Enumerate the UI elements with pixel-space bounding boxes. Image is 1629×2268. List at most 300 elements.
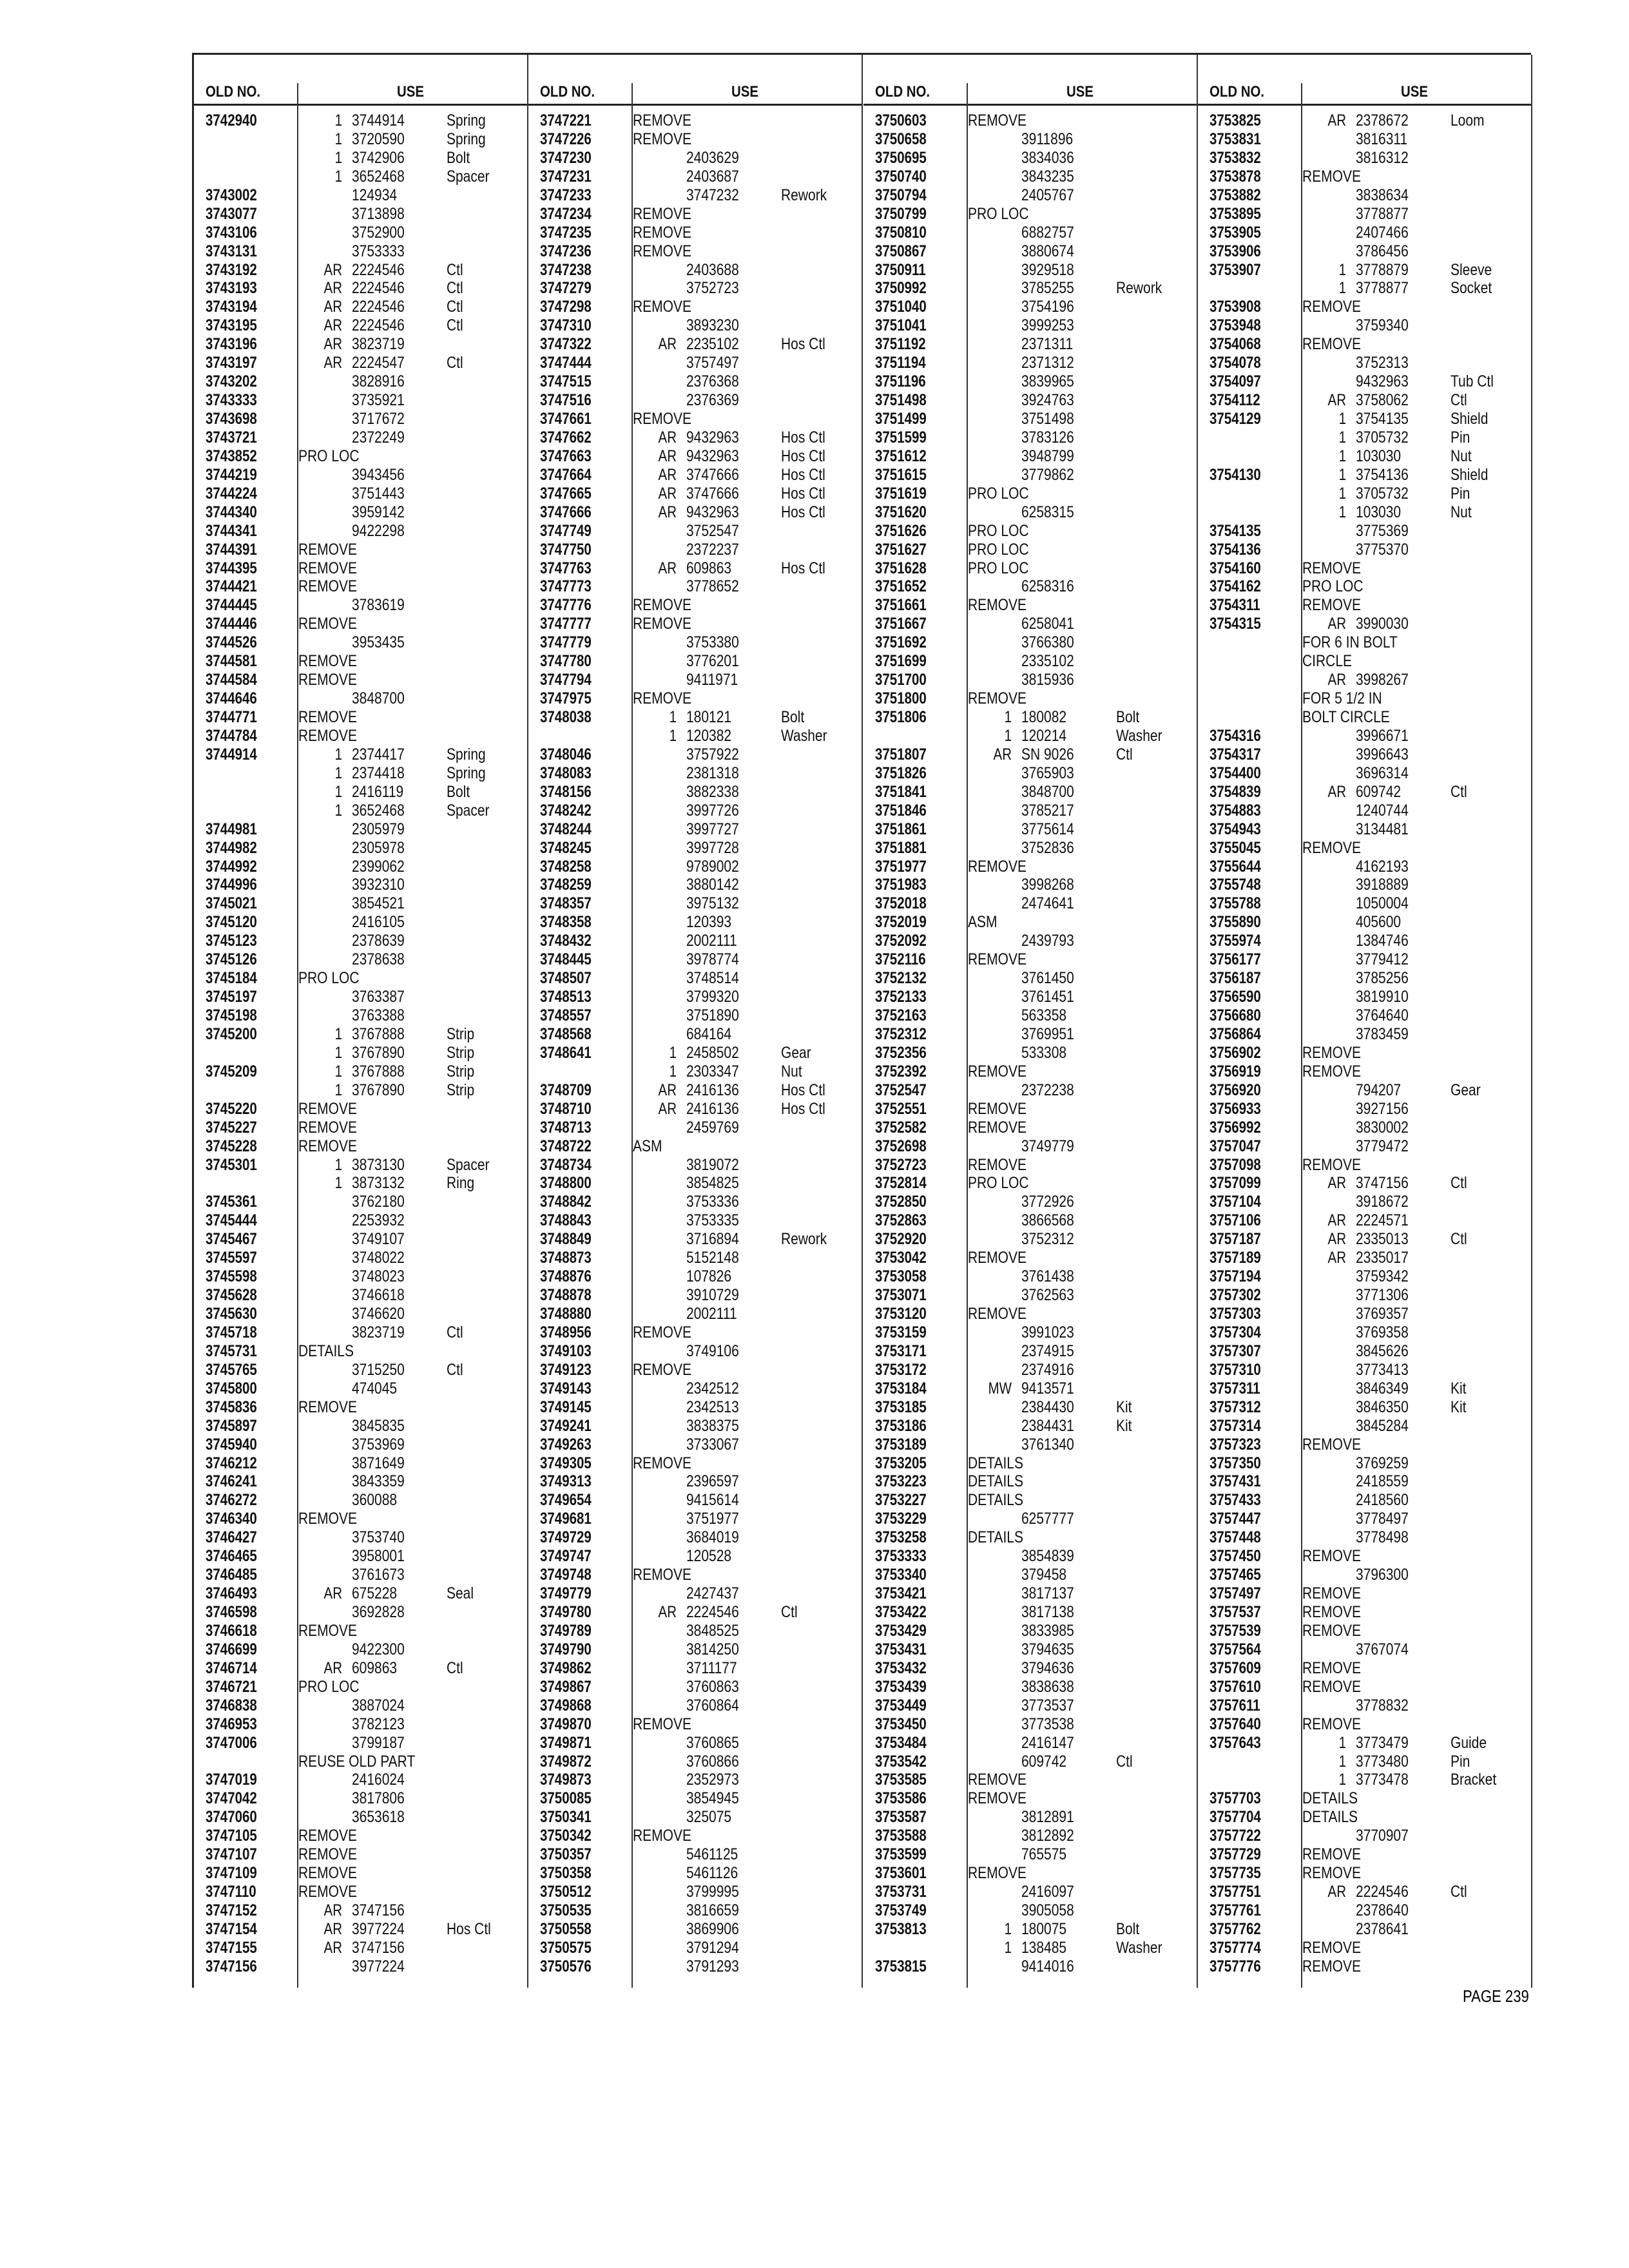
- part-number: 3775614: [1021, 820, 1074, 838]
- table-row: [528, 1454, 863, 1473]
- table-row: [1198, 1491, 1532, 1510]
- old-number: 3751196: [875, 372, 926, 391]
- old-number: 3744445: [206, 596, 257, 615]
- action-text: REMOVE: [298, 1099, 358, 1118]
- part-number: 3854839: [1021, 1547, 1074, 1566]
- old-number: 3747238: [540, 260, 592, 279]
- part-number: 3775369: [1356, 521, 1409, 540]
- quantity: AR: [323, 1584, 342, 1603]
- table-row: [528, 876, 863, 894]
- part-number: 3823719: [352, 1323, 405, 1341]
- table-row: [528, 1006, 863, 1025]
- table-row: [863, 950, 1198, 969]
- old-number: 3747750: [540, 540, 592, 559]
- table-row: [1198, 1510, 1532, 1528]
- part-number: 3773413: [1356, 1360, 1409, 1379]
- table-row: [863, 1827, 1198, 1845]
- part-description: Ctl: [447, 1323, 463, 1341]
- table-row: [528, 1734, 863, 1753]
- part-number: 180082: [1021, 708, 1067, 726]
- table-row: [863, 1361, 1198, 1379]
- old-number: 3751612: [875, 447, 927, 465]
- part-number: 3799187: [352, 1733, 405, 1752]
- table-row: [863, 1100, 1198, 1119]
- part-number: 2459769: [686, 1118, 739, 1137]
- table-row: [863, 1044, 1198, 1062]
- action-text: REMOVE: [298, 1398, 358, 1416]
- old-number: 3753825: [1210, 111, 1261, 130]
- action-text: FOR 5 1/2 IN: [1302, 689, 1382, 708]
- quantity: 1: [334, 148, 342, 167]
- action-text: REMOVE: [633, 1454, 692, 1472]
- part-number: 2405767: [1021, 186, 1074, 204]
- part-description: Ctl: [447, 279, 463, 298]
- part-number: 3990030: [1356, 615, 1409, 633]
- action-text: REMOVE: [1302, 1938, 1362, 1957]
- table-row: [528, 577, 863, 596]
- part-number: 3744914: [352, 111, 405, 130]
- table-row: [528, 1193, 863, 1211]
- part-number: 3742906: [352, 148, 405, 167]
- old-number: 3747236: [540, 242, 592, 260]
- action-text: REMOVE: [1302, 1864, 1362, 1883]
- part-description: Kit: [1451, 1379, 1467, 1398]
- old-number: 3749145: [540, 1398, 592, 1416]
- table-row: [528, 1808, 863, 1827]
- table-row: [863, 1584, 1198, 1603]
- quantity: 1: [1004, 708, 1012, 726]
- action-text: REMOVE: [633, 1827, 692, 1845]
- old-number: 3751620: [875, 503, 927, 521]
- old-number: 3749748: [540, 1566, 592, 1584]
- part-number: 2335013: [1356, 1230, 1409, 1249]
- part-number: 3748023: [352, 1267, 405, 1286]
- old-number: 3748156: [540, 782, 592, 801]
- table-row: [194, 913, 528, 932]
- action-text: REMOVE: [968, 857, 1027, 876]
- part-number: 3767890: [352, 1081, 405, 1099]
- table-row: [528, 1715, 863, 1734]
- quantity: AR: [658, 428, 677, 447]
- table-row: [528, 894, 863, 913]
- part-number: 3754136: [1356, 465, 1409, 484]
- part-number: 3848525: [686, 1621, 739, 1640]
- part-description: Ctl: [1451, 1230, 1467, 1249]
- table-row: [863, 111, 1198, 130]
- old-number: 3757465: [1210, 1566, 1261, 1584]
- table-row: [528, 1883, 863, 1901]
- part-description: Washer: [1116, 726, 1162, 745]
- quantity: AR: [993, 745, 1012, 764]
- part-number: 2305979: [352, 820, 405, 838]
- part-description: Rework: [781, 1230, 827, 1249]
- quantity: 1: [334, 1043, 342, 1062]
- old-number: 3745120: [206, 913, 257, 932]
- part-number: 3771306: [1356, 1286, 1409, 1305]
- part-number: 2371312: [1021, 354, 1074, 372]
- part-number: 379458: [1021, 1566, 1067, 1584]
- part-number: 3815936: [1021, 671, 1074, 689]
- part-number: 3720590: [352, 130, 405, 148]
- old-no-header: OLD NO.: [1210, 83, 1264, 101]
- action-text: REMOVE: [1302, 838, 1362, 857]
- part-description: Spacer: [447, 167, 490, 186]
- old-number: 3757751: [1210, 1883, 1261, 1901]
- part-number: 3927156: [1356, 1099, 1409, 1118]
- quantity: 1: [334, 764, 342, 782]
- old-number: 3751806: [875, 708, 927, 726]
- table-row: [1198, 1379, 1532, 1398]
- old-number: 3747060: [206, 1808, 257, 1827]
- old-number: 3753042: [875, 1249, 927, 1267]
- table-row: [1198, 559, 1532, 578]
- table-row: [194, 1547, 528, 1566]
- table-row: [863, 1211, 1198, 1230]
- table-row: [528, 1230, 863, 1249]
- table-row: [194, 559, 528, 578]
- action-text: REMOVE: [1302, 335, 1362, 354]
- part-number: 3766380: [1021, 633, 1074, 652]
- table-row: [1198, 1006, 1532, 1025]
- action-text: REMOVE: [968, 950, 1027, 969]
- part-number: 3998267: [1356, 671, 1409, 689]
- part-number: 2224547: [352, 354, 405, 372]
- table-row: [528, 913, 863, 932]
- old-number: 3757735: [1210, 1864, 1261, 1883]
- part-number: 3799995: [686, 1883, 739, 1901]
- table-row: [194, 316, 528, 335]
- table-row: [1198, 708, 1532, 727]
- table-row: [863, 224, 1198, 242]
- table-row: [863, 1398, 1198, 1417]
- old-number: 3743192: [206, 260, 257, 279]
- part-number: 2403629: [686, 148, 739, 167]
- old-number: 3745800: [206, 1379, 257, 1398]
- table-row: [863, 596, 1198, 615]
- table-row: [863, 261, 1198, 280]
- old-number: 3748876: [540, 1267, 592, 1286]
- table-row: [194, 1417, 528, 1436]
- part-number: 3692828: [352, 1603, 405, 1621]
- old-number: 3745220: [206, 1099, 257, 1118]
- table-row: [1198, 224, 1532, 242]
- table-row: [1198, 503, 1532, 522]
- old-number: 3757303: [1210, 1305, 1261, 1323]
- table-row: [1198, 745, 1532, 764]
- table-row: [863, 1510, 1198, 1528]
- old-number: 3757609: [1210, 1658, 1261, 1677]
- part-description: Spacer: [447, 1155, 490, 1174]
- part-number: 3812891: [1021, 1808, 1074, 1827]
- old-number: 3743333: [206, 391, 257, 410]
- old-number: 3751667: [875, 615, 927, 633]
- old-number: 3753832: [1210, 148, 1261, 167]
- part-number: 3754135: [1356, 410, 1409, 428]
- quantity: 1: [334, 1174, 342, 1193]
- old-number: 3748242: [540, 801, 592, 820]
- part-number: 3838375: [686, 1416, 739, 1435]
- part-number: 3749779: [1021, 1137, 1074, 1155]
- quantity: 1: [334, 167, 342, 186]
- table-row: [528, 839, 863, 858]
- table-row: [194, 1715, 528, 1734]
- part-number: 3653618: [352, 1808, 405, 1827]
- table-row: [194, 1864, 528, 1883]
- part-number: 3767888: [352, 1062, 405, 1081]
- table-row: [528, 1920, 863, 1939]
- part-number: 3717672: [352, 410, 405, 428]
- part-number: 3838634: [1356, 186, 1409, 204]
- old-number: 3748358: [540, 913, 592, 932]
- old-number: 3745198: [206, 1006, 257, 1024]
- part-number: 3763387: [352, 988, 405, 1006]
- table-row: [863, 1174, 1198, 1193]
- old-number: 3747233: [540, 186, 592, 204]
- old-number: 3751619: [875, 484, 927, 503]
- action-text: REMOVE: [1302, 1043, 1362, 1062]
- old-number: 3757537: [1210, 1603, 1261, 1621]
- part-number: 9432963: [1356, 372, 1409, 391]
- part-number: 3769951: [1021, 1024, 1074, 1043]
- quantity: 1: [1338, 484, 1346, 503]
- part-number: 3996643: [1356, 745, 1409, 764]
- table-row: [528, 1510, 863, 1528]
- old-number: 3745209: [206, 1062, 257, 1081]
- part-number: 3854825: [686, 1174, 739, 1193]
- table-row: [528, 261, 863, 280]
- old-number: 3745765: [206, 1360, 257, 1379]
- table-row: [863, 559, 1198, 578]
- table-row: [1198, 689, 1532, 708]
- part-number: 3752723: [686, 279, 739, 298]
- table-row: [528, 1753, 863, 1771]
- part-number: 3752836: [1021, 838, 1074, 857]
- table-row: [1198, 633, 1532, 652]
- part-number: 3769358: [1356, 1323, 1409, 1341]
- table-row: [194, 1845, 528, 1864]
- table-row: [528, 224, 863, 242]
- part-description: Ctl: [781, 1603, 798, 1621]
- part-number: 3767074: [1356, 1640, 1409, 1658]
- table-row: [194, 168, 528, 186]
- action-text: REMOVE: [633, 242, 692, 260]
- action-text: REMOVE: [633, 298, 692, 316]
- old-number: 3752132: [875, 969, 927, 988]
- table-row: [194, 1323, 528, 1342]
- table-row: [194, 541, 528, 559]
- part-number: 3762180: [352, 1193, 405, 1211]
- part-description: Hos Ctl: [781, 484, 825, 503]
- quantity: 1: [334, 1062, 342, 1081]
- old-number: 3753815: [875, 1957, 927, 1975]
- part-number: 6258315: [1021, 503, 1074, 521]
- table-row: [528, 820, 863, 839]
- part-description: Ctl: [447, 1360, 463, 1379]
- old-number: 3754112: [1210, 391, 1260, 410]
- table-row: [194, 186, 528, 205]
- action-text: REMOVE: [298, 1137, 358, 1155]
- table-row: [863, 1379, 1198, 1398]
- table-row: [194, 596, 528, 615]
- table-row: [528, 1696, 863, 1715]
- table-row: [1198, 168, 1532, 186]
- old-number: 3755788: [1210, 894, 1261, 913]
- old-number: 3743721: [206, 428, 257, 447]
- action-text: REUSE OLD PART: [298, 1752, 416, 1771]
- part-number: 765575: [1021, 1845, 1067, 1864]
- part-number: 2352973: [686, 1771, 739, 1789]
- part-number: 3794636: [1021, 1658, 1074, 1677]
- part-number: 3779472: [1356, 1137, 1409, 1155]
- part-number: 2418559: [1356, 1472, 1409, 1491]
- old-number: 3747444: [540, 354, 592, 372]
- action-text: ASM: [633, 1137, 662, 1155]
- table-row: [194, 1771, 528, 1789]
- old-number: 3752850: [875, 1193, 927, 1211]
- part-number: 3747156: [352, 1901, 405, 1919]
- part-number: 3758062: [1356, 391, 1409, 410]
- old-number: 3749241: [540, 1416, 592, 1435]
- table-row: [194, 1957, 528, 1976]
- part-number: 3767888: [352, 1024, 405, 1043]
- old-number: 3757106: [1210, 1211, 1261, 1230]
- table-row: [1198, 1678, 1532, 1696]
- table-row: [194, 1436, 528, 1454]
- old-number: 3750794: [875, 186, 927, 204]
- old-number: 3757098: [1210, 1155, 1261, 1174]
- old-number: 3749789: [540, 1621, 592, 1640]
- table-row: [863, 1957, 1198, 1976]
- action-text: REMOVE: [1302, 1658, 1362, 1677]
- old-number: 3748038: [540, 708, 592, 726]
- part-number: 533308: [1021, 1043, 1067, 1062]
- old-number: 3747322: [540, 335, 592, 354]
- table-row: [528, 652, 863, 671]
- quantity: 1: [334, 130, 342, 148]
- table-row: [528, 391, 863, 410]
- table-row: [1198, 391, 1532, 410]
- table-row: [1198, 1901, 1532, 1920]
- part-number: 2372249: [352, 428, 405, 447]
- old-number: 3751661: [875, 596, 927, 615]
- action-text: REMOVE: [1302, 298, 1362, 316]
- old-number: 3751041: [875, 316, 927, 335]
- table-row: [194, 1379, 528, 1398]
- table-row: [528, 335, 863, 354]
- old-number: 3753421: [875, 1584, 927, 1603]
- part-number: 6257777: [1021, 1510, 1074, 1528]
- part-number: 2396597: [686, 1472, 739, 1491]
- column-header: [194, 82, 528, 106]
- old-number: 3744526: [206, 633, 257, 652]
- part-number: 3753740: [352, 1528, 405, 1547]
- part-number: 9411971: [686, 671, 738, 689]
- old-number: 3744219: [206, 465, 257, 484]
- table-row: [1198, 261, 1532, 280]
- part-number: 2342512: [686, 1379, 739, 1398]
- old-number: 3752582: [875, 1118, 927, 1137]
- table-row: [528, 1267, 863, 1286]
- old-number: 3746699: [206, 1640, 257, 1658]
- table-row: [1198, 1622, 1532, 1640]
- old-number: 3757350: [1210, 1454, 1261, 1472]
- table-row: [194, 1640, 528, 1659]
- table-row: [863, 820, 1198, 839]
- table-row: [194, 1678, 528, 1696]
- old-number: 3757187: [1210, 1230, 1261, 1249]
- part-number: 2416119: [352, 782, 404, 801]
- old-number: 3745731: [206, 1341, 257, 1360]
- table-row: [863, 1342, 1198, 1361]
- table-row: [528, 802, 863, 820]
- quantity: AR: [323, 1658, 342, 1677]
- table-row: [863, 1622, 1198, 1640]
- old-number: 3755890: [1210, 913, 1261, 932]
- action-text: REMOVE: [1302, 1715, 1362, 1733]
- table-row: [528, 950, 863, 969]
- old-number: 3744981: [206, 820, 257, 838]
- table-row: [863, 298, 1198, 316]
- old-number: 3746953: [206, 1715, 257, 1733]
- part-number: 120214: [1021, 726, 1067, 745]
- table-row: [863, 1472, 1198, 1491]
- part-number: 3794635: [1021, 1640, 1074, 1658]
- action-text: REMOVE: [1302, 1155, 1362, 1174]
- part-number: 2235102: [686, 335, 739, 354]
- table-row: [194, 1174, 528, 1193]
- part-number: 3753335: [686, 1211, 739, 1230]
- old-number: 3743197: [206, 354, 257, 372]
- part-number: 3705732: [1356, 484, 1409, 503]
- part-number: 2342513: [686, 1398, 739, 1416]
- part-number: 2378638: [352, 950, 405, 969]
- old-number: 3747794: [540, 671, 592, 689]
- action-text: REMOVE: [298, 540, 358, 559]
- part-number: 3769259: [1356, 1454, 1409, 1472]
- old-number: 3757304: [1210, 1323, 1261, 1341]
- part-number: 3817138: [1021, 1603, 1074, 1621]
- row-list: [194, 111, 528, 1976]
- old-number: 3754883: [1210, 801, 1261, 820]
- part-number: 2224571: [1356, 1211, 1409, 1230]
- old-number: 3756919: [1210, 1062, 1261, 1081]
- action-text: FOR 6 IN BOLT: [1302, 633, 1398, 652]
- old-number: 3753601: [875, 1864, 927, 1883]
- old-number: 3751626: [875, 521, 927, 540]
- part-number: 3958001: [352, 1547, 405, 1566]
- old-no-header: OLD NO.: [206, 83, 260, 101]
- part-number: 2374916: [1021, 1360, 1074, 1379]
- old-number: 3748843: [540, 1211, 592, 1230]
- old-number: 3747662: [540, 428, 592, 447]
- old-number: 3747516: [540, 391, 592, 410]
- part-description: Hos Ctl: [781, 1081, 825, 1099]
- table-row: [1198, 372, 1532, 391]
- part-number: 3996671: [1356, 726, 1409, 745]
- table-row: [528, 428, 863, 447]
- table-row: [863, 689, 1198, 708]
- old-number: 3748432: [540, 932, 592, 950]
- table-row: [194, 839, 528, 858]
- action-text: REMOVE: [1302, 1547, 1362, 1566]
- table-row: [528, 1640, 863, 1659]
- old-number: 3749143: [540, 1379, 592, 1398]
- table-row: [863, 764, 1198, 783]
- table-row: [1198, 988, 1532, 1006]
- part-number: 360088: [352, 1491, 398, 1510]
- table-row: [1198, 466, 1532, 485]
- table-row: [1198, 727, 1532, 745]
